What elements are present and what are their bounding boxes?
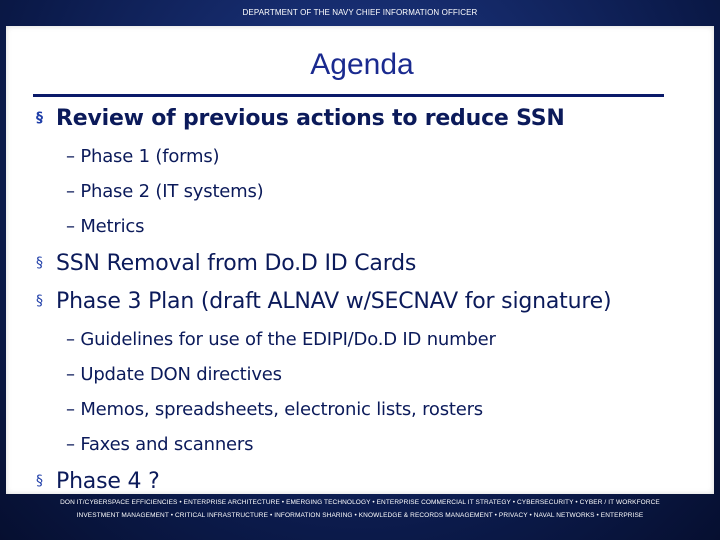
bullet-phase4: [36, 469, 160, 494]
dash-icon: –: [66, 399, 75, 420]
subbullet-metrics: [66, 216, 144, 237]
subbullet-phase1: [66, 146, 219, 167]
dash-icon: –: [66, 146, 75, 167]
bullet-text: Phase 3 Plan (draft ALNAV w/SECNAV for signature): [56, 289, 612, 314]
dash-icon: –: [66, 216, 75, 237]
bullet-review: [36, 106, 565, 131]
footer-line-2: INVESTMENT MANAGEMENT • CRITICAL INFRASTRUCTURE • INFORMATION SHARING • KNOWLEDGE & RECORDS MANAGEMENT • PRIVACY • NAVAL NETWORKS • ENTERPRISE: [76, 512, 644, 519]
bullet-text: Phase 4 ?: [56, 469, 160, 494]
subbullet-phase2: [66, 181, 264, 202]
subbullet-text: Update DON directives: [80, 364, 282, 385]
bullet-phase3: [36, 289, 611, 314]
dash-icon: –: [66, 364, 75, 385]
header-banner: DEPARTMENT OF THE NAVY CHIEF INFORMATION OFFICER: [242, 8, 478, 17]
bullet-text: Review of previous actions to reduce SSN: [56, 106, 565, 131]
subbullet-faxes: [66, 434, 253, 455]
bullet-square-icon: §: [36, 293, 43, 309]
subbullet-directives: [66, 364, 282, 385]
bullet-square-icon: §: [36, 110, 43, 126]
subbullet-text: Metrics: [80, 216, 145, 237]
subbullet-text: Faxes and scanners: [80, 434, 254, 455]
subbullet-text: Guidelines for use of the EDIPI/Do.D ID number: [80, 329, 496, 350]
footer-banner: [0, 496, 720, 540]
bullet-ssn-removal: [36, 251, 416, 276]
bullet-square-icon: §: [36, 255, 43, 271]
subbullet-text: Phase 2 (IT systems): [80, 181, 264, 202]
bullet-square-icon: §: [36, 473, 43, 489]
dash-icon: –: [66, 434, 75, 455]
subbullet-text: Memos, spreadsheets, electronic lists, rosters: [80, 399, 483, 420]
slide-title: Agenda: [310, 48, 414, 81]
subbullet-memos: [66, 399, 483, 420]
dash-icon: –: [66, 329, 75, 350]
dash-icon: –: [66, 181, 75, 202]
subbullet-text: Phase 1 (forms): [80, 146, 220, 167]
subbullet-guidelines: [66, 329, 496, 350]
footer-line-1: DON IT/CYBERSPACE EFFICIENCIES • ENTERPRISE ARCHITECTURE • EMERGING TECHNOLOGY • ENTERPRISE COMMERCIAL IT STRATEGY • CYBERSECURITY • CYBER / IT WORKFORCE: [60, 499, 660, 506]
bullet-text: SSN Removal from Do.D ID Cards: [56, 251, 417, 276]
